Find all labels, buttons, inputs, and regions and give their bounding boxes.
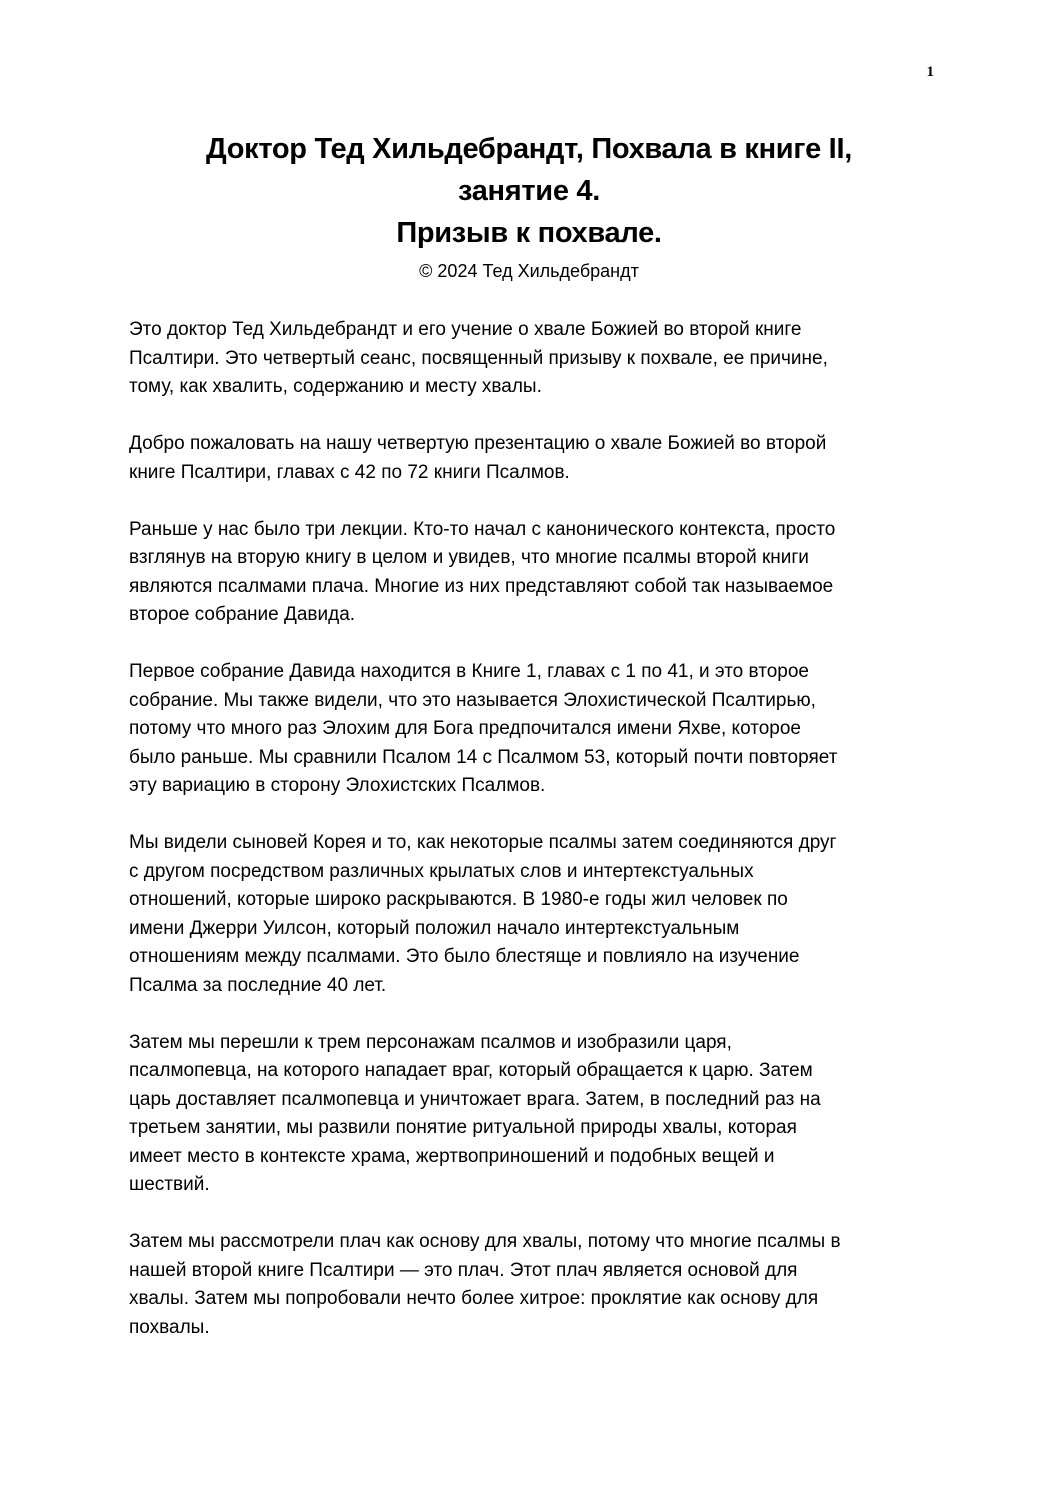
text-line: шествий. — [129, 1174, 210, 1195]
copyright-notice: © 2024 Тед Хильдебрандт — [419, 261, 639, 281]
text-line: имени Джерри Уилсон, который положил начало интертекстуальным — [129, 917, 740, 939]
text-line: Добро пожаловать на нашу четвертую презентацию о хвале Божией во второй — [129, 433, 827, 454]
text-line: нашей второй книге Псалтири — это плач. Этот плач является основой для — [129, 1259, 798, 1281]
text-line: похвалы. — [129, 1316, 210, 1338]
text-line: тому, как хвалить, содержанию и месту хвалы. — [129, 376, 542, 397]
text-line: Затем мы рассмотрели плач как основу для хвалы, потому что многие псалмы в — [129, 1231, 841, 1252]
text-line: эту вариацию в сторону Элохистских Псалмов. — [129, 775, 546, 796]
text-line: Первое собрание Давида находится в Книге 1, главах с 1 по 41, и это второе — [129, 661, 809, 682]
document-body — [129, 316, 929, 1371]
text-line: Это доктор Тед Хильдебрандт и его учение о хвале Божией во второй книге — [129, 319, 802, 340]
text-line: Мы видели сыновей Корея и то, как некоторые псалмы затем соединяются друг — [129, 832, 837, 853]
text-line: книге Псалтири, главах с 42 по 72 книги Псалмов. — [129, 461, 570, 483]
document-title-line-1: Доктор Тед Хильдебрандт, Похвала в книге II, — [206, 133, 852, 165]
text-line: потому что много раз Элохим для Бога предпочитался имени Яхве, которое — [129, 718, 801, 739]
text-line: царь доставляет псалмопевца и уничтожает врага. Затем, в последний раз на — [129, 1088, 821, 1110]
text-line: имеет место в контексте храма, жертвоприношений и подобных вещей и — [129, 1145, 775, 1167]
text-line: являются псалмами плача. Многие из них представляют собой так называемое — [129, 575, 834, 597]
paragraph-welcome — [129, 430, 929, 487]
text-line: хвалы. Затем мы попробовали нечто более хитрое: проклятие как основу для — [129, 1288, 819, 1309]
document-subtitle: Призыв к похвале. — [396, 217, 662, 249]
paragraph-sons-of-korah — [129, 829, 929, 1000]
text-line: псалмопевца, на которого нападает враг, который обращается к царю. Затем — [129, 1060, 813, 1081]
text-line: Псалтири. Это четвертый сеанс, посвященный призыву к похвале, ее причине, — [129, 347, 828, 369]
text-line: второе собрание Давида. — [129, 604, 356, 625]
page-number: 1 — [926, 64, 934, 80]
document-title-line-2: занятие 4. — [457, 175, 600, 207]
text-line: Затем мы перешли к трем персонажам псалмов и изобразили царя, — [129, 1031, 732, 1053]
paragraph-previous-lectures — [129, 516, 929, 630]
paragraph-lament — [129, 1228, 929, 1342]
text-line: с другом посредством различных крылатых слов и интертекстуальных — [129, 860, 754, 882]
text-line: было раньше. Мы сравнили Псалом 14 с Псалмом 53, который почти повторяет — [129, 746, 838, 768]
text-line: отношений, которые широко раскрываются. В 1980-е годы жил человек по — [129, 889, 788, 910]
paragraph-three-characters — [129, 1029, 929, 1200]
text-line: взглянув на вторую книгу в целом и увидев, что многие псалмы второй книги — [129, 547, 809, 568]
title-block — [0, 128, 1058, 284]
text-line: собрание. Мы также видели, что это называется Элохистической Псалтирью, — [129, 689, 816, 711]
paragraph-intro — [129, 316, 929, 402]
text-line: Раньше у нас было три лекции. Кто-то начал с канонического контекста, просто — [129, 518, 836, 540]
text-line: третьем занятии, мы развили понятие ритуальной природы хвалы, которая — [129, 1117, 797, 1138]
text-line: отношениям между псалмами. Это было блестяще и повлияло на изучение — [129, 946, 800, 967]
paragraph-first-collection — [129, 658, 929, 801]
text-line: Псалма за последние 40 лет. — [129, 974, 387, 996]
